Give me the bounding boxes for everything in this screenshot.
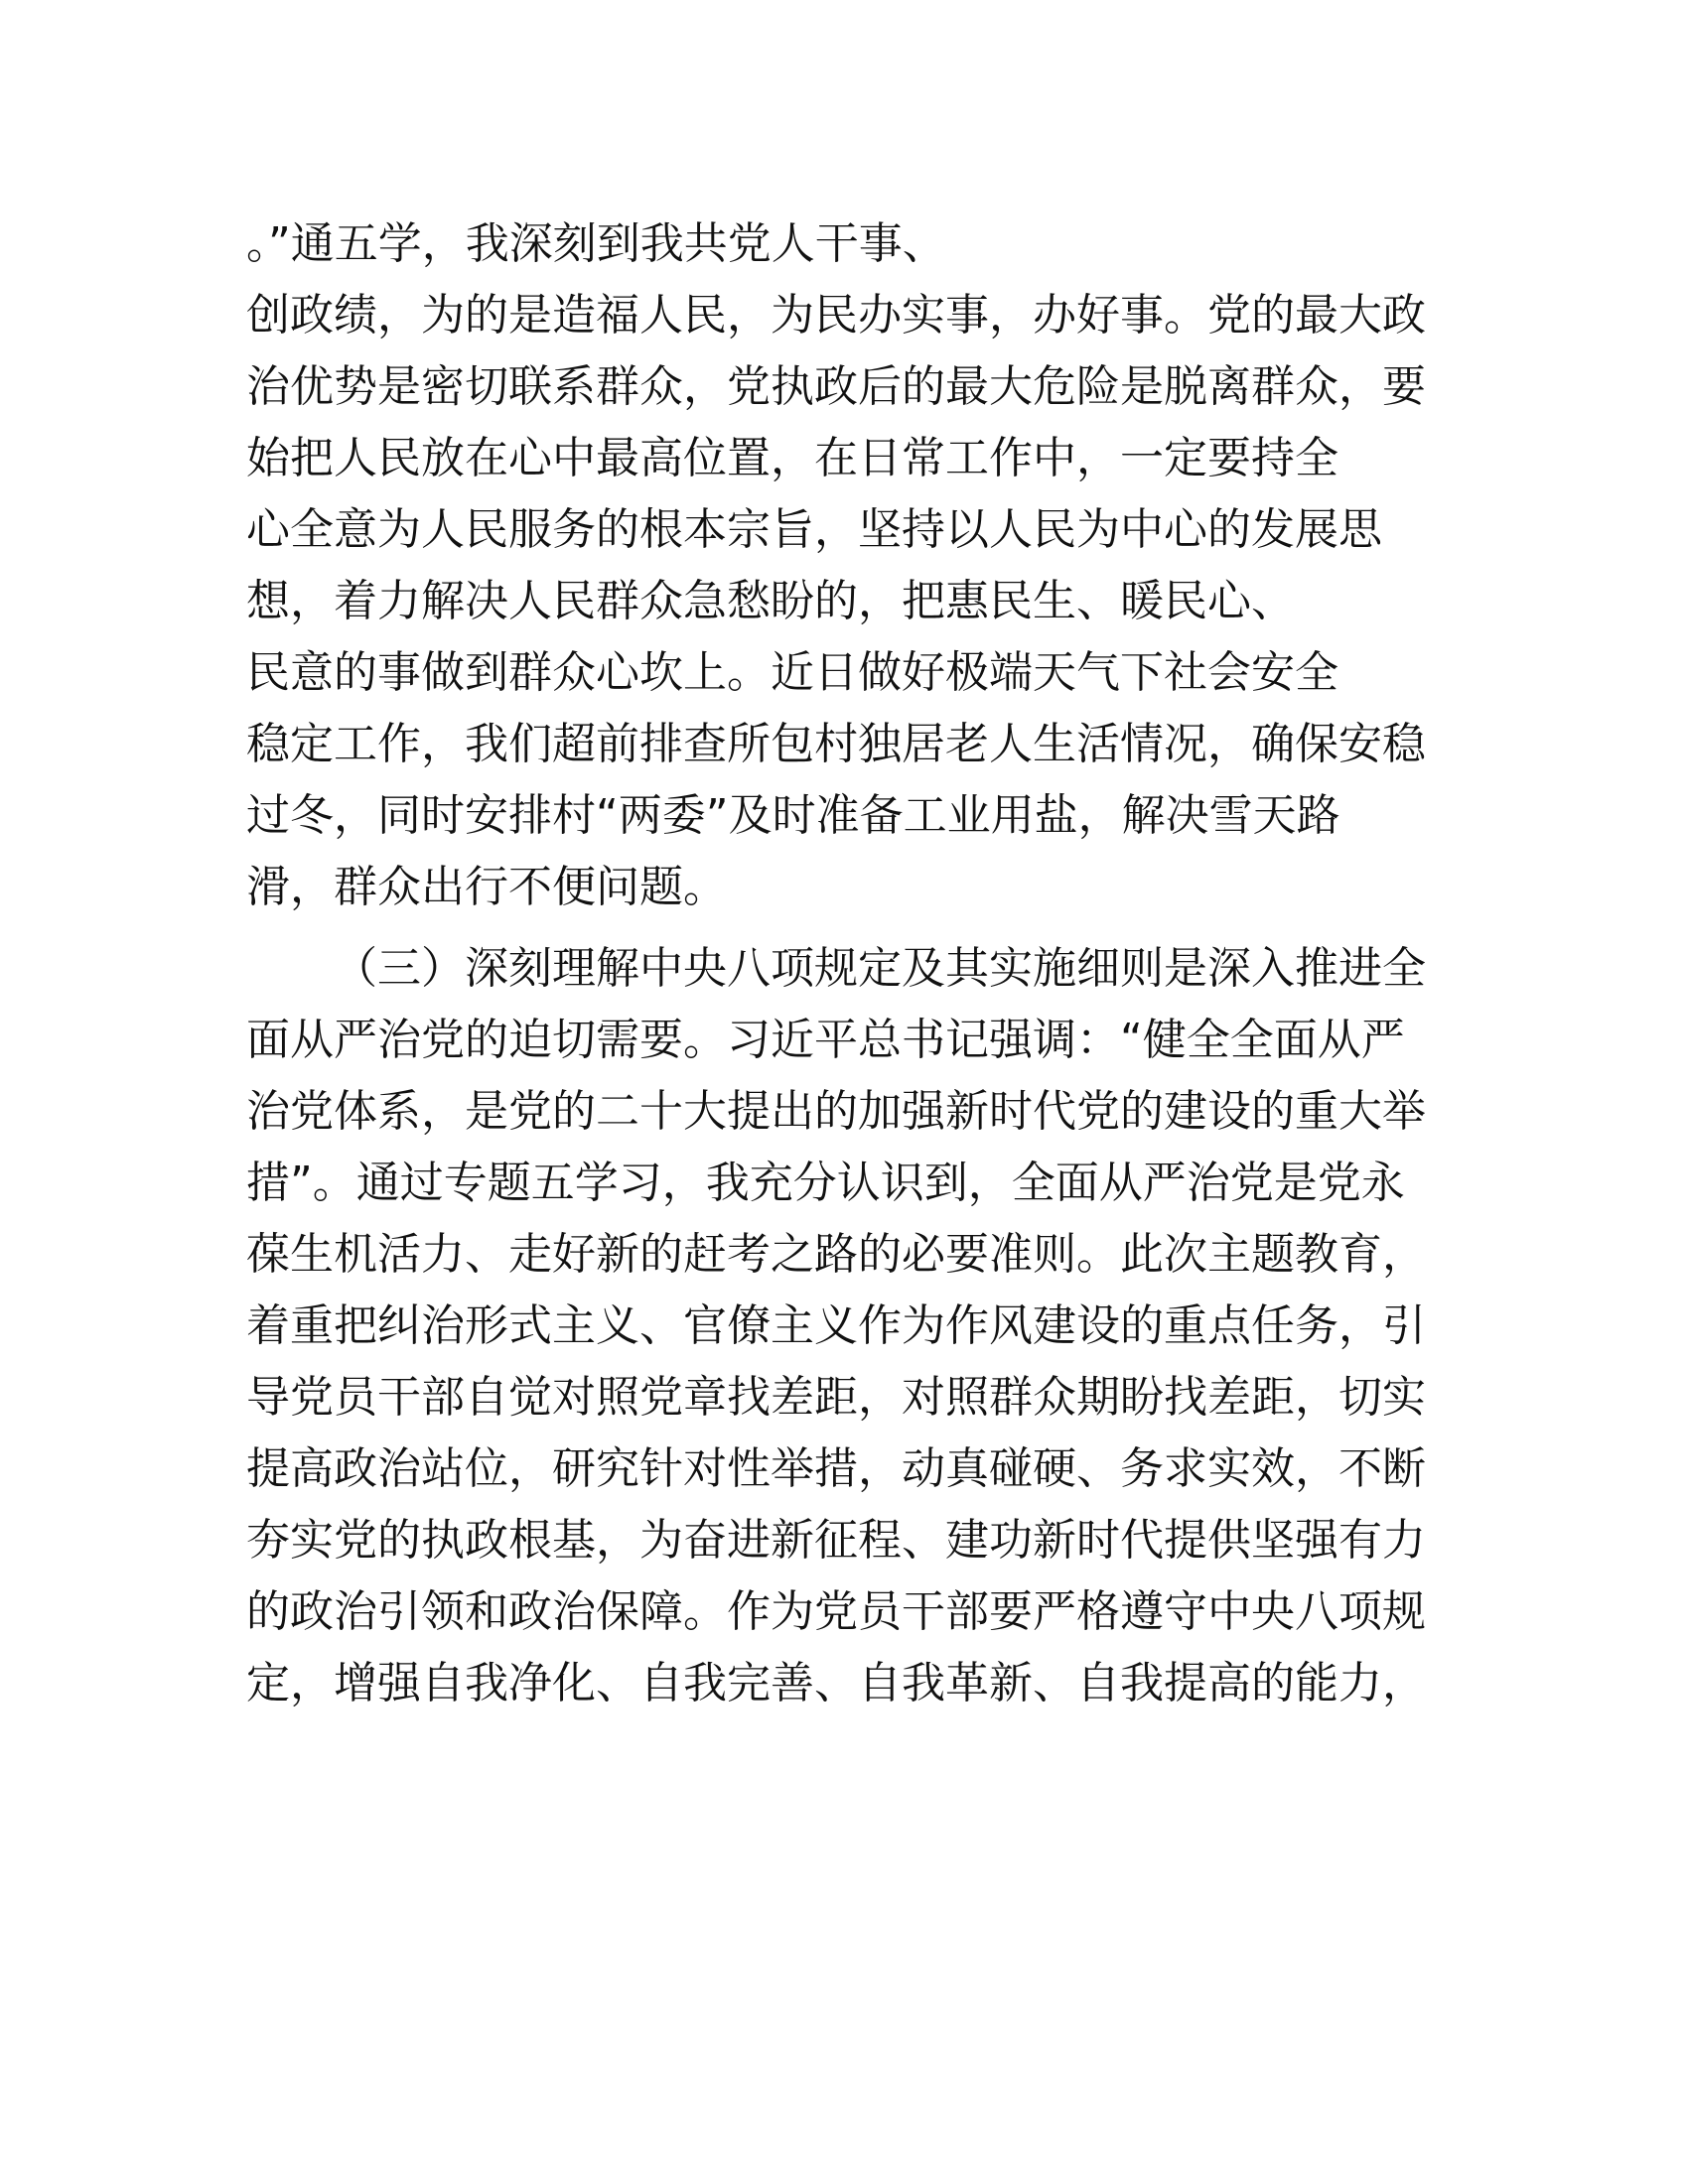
document-body [246,208,1448,1719]
paragraph-line: 民意的事做到群众心坎上。近日做好极端天气下社会安全 [246,647,1338,698]
paragraph-line: 着重把纠治形式主义、官僚主义作为作风建设的重点任务，引 [246,1300,1426,1351]
paragraph-line: 心全意为人民服务的根本宗旨，坚持以人民为中心的发展思 [246,504,1382,555]
paragraph-line: 治党体系，是党的二十大提出的加强新时代党的建设的重大举 [246,1086,1426,1137]
paragraph-line: 导党员干部自觉对照党章找差距，对照群众期盼找差距，切实 [246,1372,1426,1423]
paragraph-line: 面从严治党的迫切需要。习近平总书记强调：“健全全面从严 [246,1015,1405,1065]
paragraph-line: （三）深刻理解中央八项规定及其实施细则是深入推进全 [334,943,1426,994]
paragraph-line: 措”。通过专题五学习，我充分认识到，全面从严治党是党永 [246,1158,1405,1208]
paragraph-1 [246,208,1448,923]
paragraph-line: 始把人民放在心中最高位置，在日常工作中，一定要持全 [246,433,1338,483]
paragraph-line: 稳定工作，我们超前排查所包村独居老人生活情况，确保安稳 [246,719,1426,769]
paragraph-line: 的政治引领和政治保障。作为党员干部要严格遵守中央八项规 [246,1586,1426,1637]
paragraph-line: 。”通五学，我深刻到我共党人干事、 [246,218,946,269]
paragraph-line: 过冬，同时安排村“两委”及时准备工业用盐，解决雪天路 [246,790,1340,841]
paragraph-line: 葆生机活力、走好新的赶考之路的必要准则。此次主题教育， [246,1229,1426,1280]
paragraph-line: 滑，群众出行不便问题。 [246,862,727,912]
paragraph-line: 定，增强自我净化、自我完善、自我革新、自我提高的能力， [246,1658,1426,1708]
paragraph-line: 治优势是密切联系群众，党执政后的最大危险是脱离群众，要 [246,361,1426,412]
paragraph-line: 想，着力解决人民群众急愁盼的，把惠民生、暖民心、 [246,576,1295,626]
paragraph-spacer [246,923,1448,933]
paragraph-line: 提高政治站位，研究针对性举措，动真碰硬、务求实效，不断 [246,1443,1426,1494]
paragraph-2 [246,933,1448,1719]
paragraph-line: 创政绩，为的是造福人民，为民办实事，办好事。党的最大政 [246,290,1426,341]
paragraph-line: 夯实党的执政根基，为奋进新征程、建功新时代提供坚强有力 [246,1515,1426,1566]
